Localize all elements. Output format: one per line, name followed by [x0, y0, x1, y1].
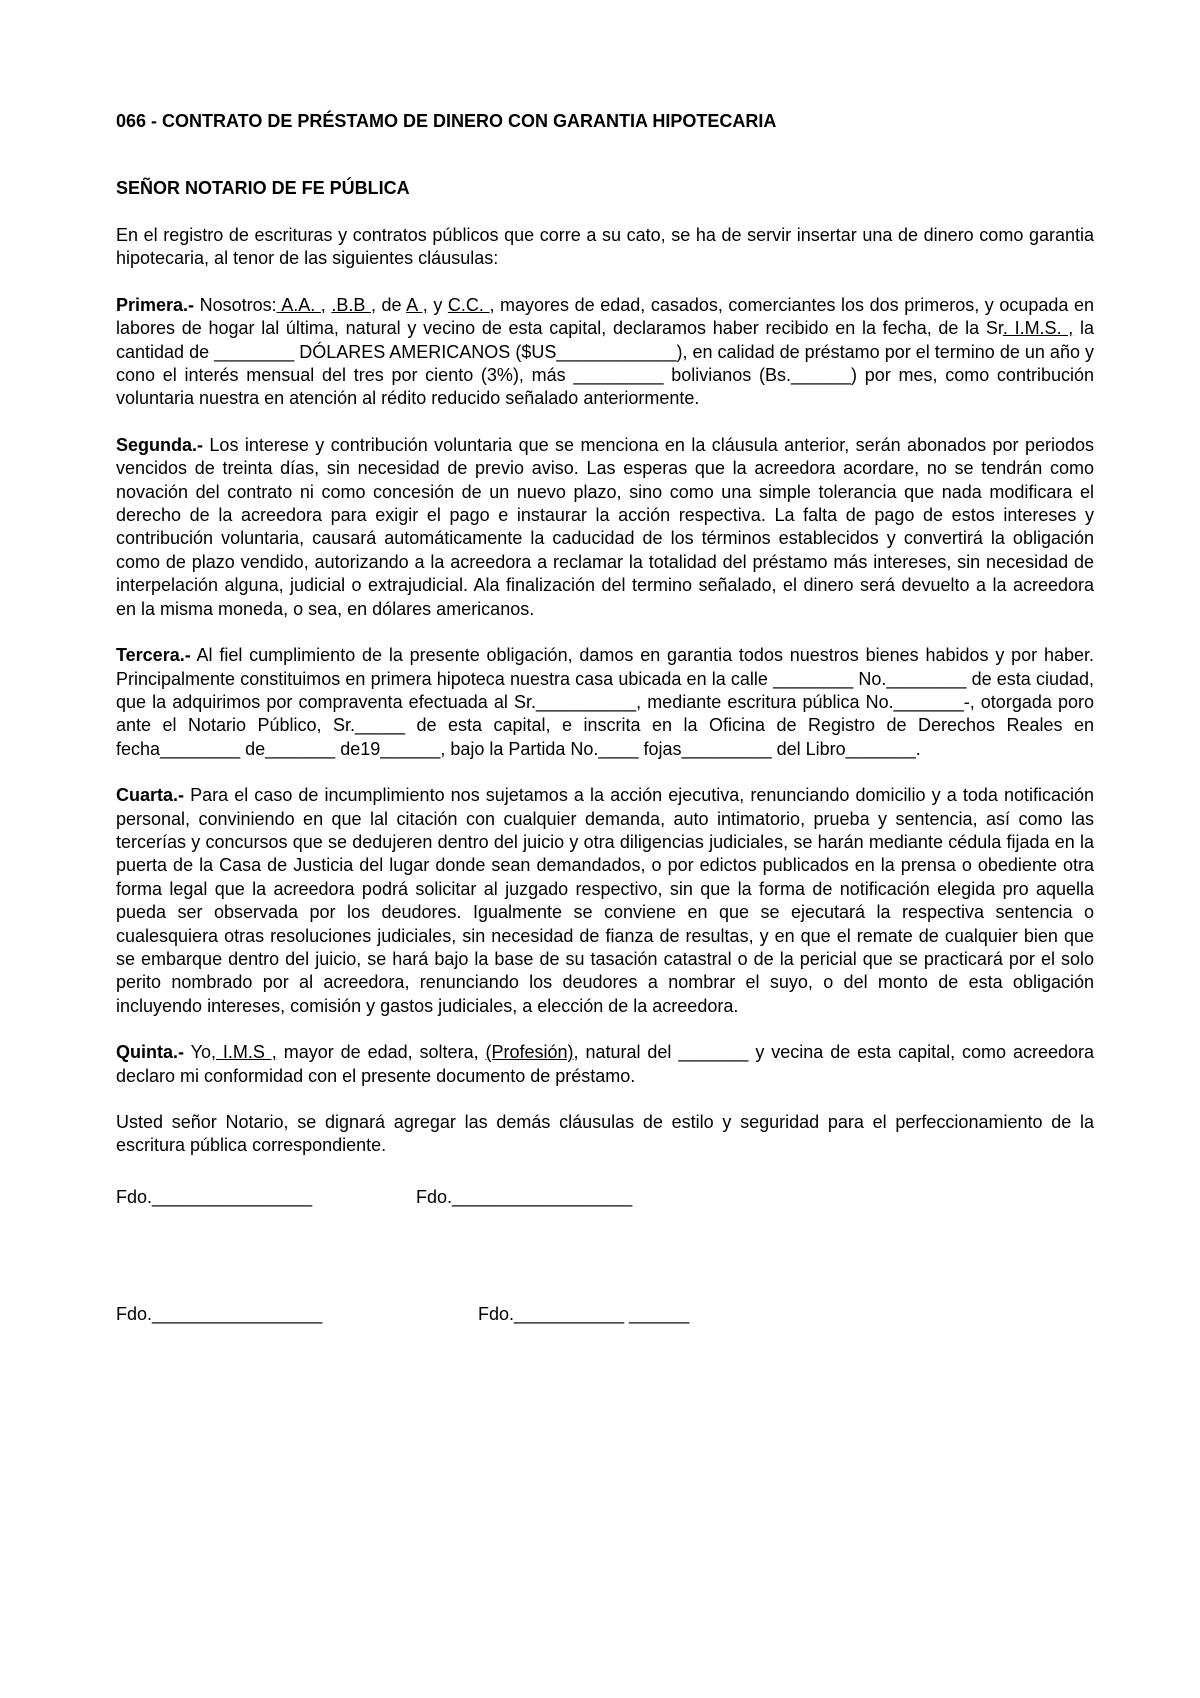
closing-paragraph: Usted señor Notario, se dignará agregar las demás cláusulas de estilo y seguridad para el perfeccionamiento de la escritura pública correspondiente. [116, 1112, 1094, 1156]
clause-primera [116, 294, 1094, 411]
blank-field: (Profesión), [485, 1042, 579, 1063]
clause-tercera [116, 644, 1094, 761]
intro-paragraph: En el registro de escrituras y contratos públicos que corre a su cato, se ha de servir insertar una de dinero como garantia hipotecaria, al tenor de las siguientes cláusulas: [116, 225, 1094, 269]
signature-line: Fdo._________________ [116, 1303, 323, 1324]
blank-field: A , [406, 294, 428, 315]
clause-label: Tercera.- [116, 645, 191, 666]
document-page [116, 110, 1094, 1326]
clause-text: de [375, 294, 407, 315]
clause-label: Quinta.- [116, 1042, 184, 1063]
clause-label: Cuarta.- [116, 785, 185, 806]
clause-cuarta [116, 784, 1094, 1018]
clause-text: Nosotros: [194, 294, 277, 315]
blank-field: A.A. , [276, 294, 326, 315]
clause-text: y [427, 294, 448, 315]
signature-line: Fdo.___________ ______ [478, 1303, 690, 1324]
blank-field: . I.M.S. , [1002, 318, 1074, 339]
blank-field: , I.M.S , [210, 1042, 277, 1063]
clause-text: Al fiel cumplimiento de la presente obligación, damos en garantia todos nuestros bienes habidos y por haber. Principalmente constituimos en primera hipoteca nuestra casa ubicada en la calle ________ No.________ de esta ciudad, que la adquirimos por compraventa efectuada al Sr.__________, mediante escritura pública No._______-, otorgada poro ante el Notario Público, Sr._____ de esta capital, e inscrita en la Oficina de Registro de Derechos Reales en fecha________ de_______ de19______, bajo la Partida No.____ fojas_________ del Libro_______. [116, 645, 1094, 759]
signature-row [116, 1303, 1094, 1326]
document-title: 066 - CONTRATO DE PRÉSTAMO DE DINERO CON GARANTIA HIPOTECARIA [116, 111, 777, 131]
clause-segunda [116, 434, 1094, 621]
clause-text: mayores de edad, casados, comerciantes los dos primeros, y ocupada en labores de hogar lal última, natural y vecino de esta capital, declaramos haber recibido en la fecha, de la Sr [116, 294, 1095, 339]
clause-text: la cantidad de ________ DÓLARES AMERICANOS ($US____________), en calidad de préstamo por el termino de un año y cono el interés mensual del tres por ciento (3%), más _________ bolivianos (Bs.______) por mes, como contribución voluntaria nuestra en atención al rédito reducido señalado anteriormente. [116, 318, 1094, 409]
clause-label: Segunda.- [116, 434, 204, 455]
signature-line: Fdo.________________ [116, 1186, 313, 1207]
clause-quinta [116, 1041, 1094, 1088]
clause-label: Primera.- [116, 294, 195, 315]
signature-row [116, 1186, 1094, 1209]
clause-text: Para el caso de incumplimiento nos sujetamos a la acción ejecutiva, renunciando domicilio y a toda notificación personal, conviniendo en que lal citación con cualquier demanda, auto intimatorio, prueba y sentencia, así como las tercerías y concursos que se dedujeren dentro del juicio y otra diligencias judiciales, se harán mediante cédula fijada en la puerta de la Casa de Justicia del lugar donde sean demandados, o por edictos publicados en la prensa o obediente otra forma legal que la acreedora podrá solicitar al juzgado respectivo, sin que la forma de notificación elegida pro aquella pueda ser observada por los deudores. Igualmente se conviene en que se ejecutará la respectiva sentencia o cualesquiera otras resoluciones judiciales, sin necesidad de fianza de resultas, y en que el remate de cualquier bien que se embarque dentro del juicio, se hará bajo la base de su tasación catastral o de la pericial que se practicará por el solo perito nombrado por al acreedora, renunciando los deudores a nombrar el suyo, o del monto de esta obligación incluyendo intereses, comisión y gastos judiciales, a elección de la acreedora. [116, 785, 1094, 1016]
clause-text: mayor de edad, soltera, [276, 1042, 486, 1063]
blank-field: C.C. , [447, 294, 495, 315]
clause-text: natural del _______ y vecina de esta capital, como acreedora declaro mi conformidad con el presente documento de préstamo. [116, 1042, 1095, 1086]
blank-field: .B.B , [331, 294, 376, 315]
clause-text: Yo [184, 1042, 211, 1063]
signature-line: Fdo.__________________ [416, 1186, 633, 1207]
addressee-heading: SEÑOR NOTARIO DE FE PÚBLICA [116, 178, 410, 198]
clause-text: Los interese y contribución voluntaria que se menciona en la cláusula anterior, serán abonados por periodos vencidos de treinta días, sin necesidad de previo aviso. Las esperas que la acreedora acordare, no se tendrán como novación del contrato ni como concesión de un nuevo plazo, sino como una simple tolerancia que nada modificara el derecho de la acreedora para exigir el pago e instaurar la acción respectiva. La falta de pago de estos intereses y contribución voluntaria, causará automáticamente la caducidad de los términos establecidos y convertirá la obligación como de plazo vendido, autorizando a la acreedora a reclamar la totalidad del préstamo más intereses, sin necesidad de interpelación alguna, judicial o extrajudicial. Ala finalización del termino señalado, el dinero será devuelto a la acreedora en la misma moneda, o sea, en dólares americanos. [116, 434, 1094, 619]
